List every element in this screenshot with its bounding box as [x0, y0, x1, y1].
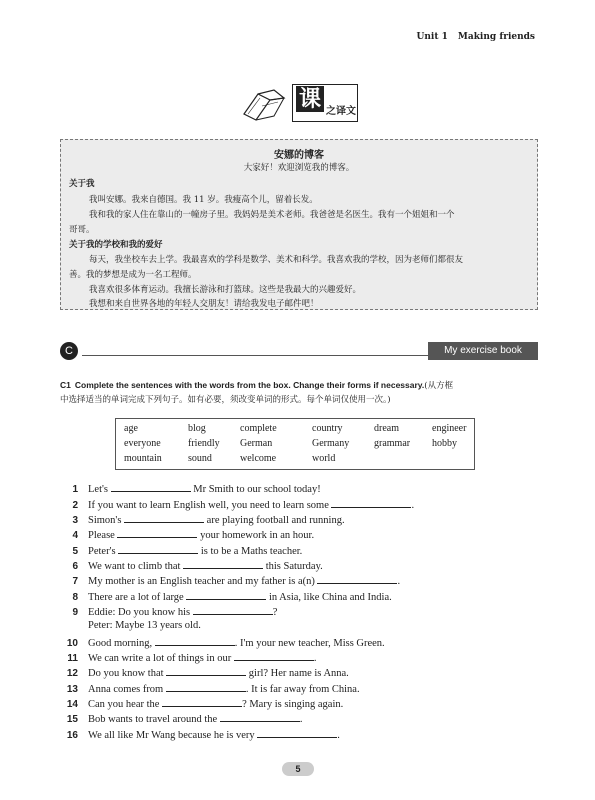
word-item: mountain: [124, 453, 162, 464]
question-row: 6 We want to climb that this Saturday.: [72, 561, 323, 572]
unit-title: Making friends: [457, 32, 535, 42]
word-item: grammar: [374, 438, 411, 449]
page-number: 5: [282, 762, 314, 776]
answer-blank[interactable]: [234, 651, 314, 661]
blog-line: 我喜欢很多体育运动。我擅长游泳和打篮球。这些是我最大的兴趣爱好。: [89, 285, 362, 295]
question-row: 7 My mother is an English teacher and my father is a(n) .: [72, 576, 401, 587]
unit-label: Unit 1: [416, 32, 448, 42]
blog-section-heading: 关于我的学校和我的爱好: [69, 240, 163, 250]
question-row: 10 Good morning, . I'm your new teacher, Miss Green.: [66, 638, 385, 649]
logo-big-char: 课: [296, 86, 324, 112]
question-row: 8 There are a lot of large in Asia, like China and India.: [72, 592, 392, 603]
word-box: [115, 418, 475, 470]
question-row: 12 Do you know that girl? Her name is Anna.: [66, 668, 349, 679]
question-row: Peter: Maybe 13 years old.: [88, 620, 201, 631]
translation-logo: [240, 82, 358, 122]
blog-line: 善。我的梦想是成为一名工程师。: [69, 270, 197, 280]
answer-blank[interactable]: [162, 697, 242, 707]
question-row: 9 Eddie: Do you know his ?: [72, 607, 278, 618]
question-row: 1 Let's Mr Smith to our school today!: [72, 484, 321, 495]
answer-blank[interactable]: [118, 544, 198, 554]
blog-greeting: 大家好！欢迎浏览我的博客。: [243, 163, 355, 173]
word-item: dream: [374, 423, 399, 434]
word-item: engineer: [432, 423, 467, 434]
answer-blank[interactable]: [220, 712, 300, 722]
word-item: world: [312, 453, 336, 464]
question-row: 5 Peter's is to be a Maths teacher.: [72, 546, 303, 557]
word-item: Germany: [312, 438, 350, 449]
blog-translation-box: [60, 139, 538, 310]
answer-blank[interactable]: [186, 590, 266, 600]
instruction-chinese: (从方框: [424, 381, 454, 391]
word-item: age: [124, 423, 138, 434]
logo-small-text: 之译文: [326, 106, 356, 117]
answer-blank[interactable]: [331, 498, 411, 508]
blog-line: 哥哥。: [69, 225, 95, 235]
blog-line: 我叫安娜。我来自德国。我 11 岁。我瘦高个儿，留着长发。: [89, 195, 318, 205]
answer-blank[interactable]: [166, 682, 246, 692]
page-header: [417, 32, 535, 42]
blog-line: 我和我的家人住在靠山的一幢房子里。我妈妈是美术老师。我爸爸是名医生。我有一个姐姐和一个: [89, 210, 455, 220]
question-row: 14 Can you hear the ? Mary is singing again.: [66, 699, 344, 710]
books-illustration-icon: [240, 84, 290, 122]
word-item: hobby: [432, 438, 457, 449]
answer-blank[interactable]: [155, 636, 235, 646]
word-item: complete: [240, 423, 277, 434]
divider: [82, 355, 452, 356]
exercise-instruction: [60, 378, 538, 407]
answer-blank[interactable]: [257, 728, 337, 738]
instruction-english: Complete the sentences with the words from the box. Change their forms if necessary.: [74, 380, 425, 390]
question-row: 11 We can write a lot of things in our .: [67, 653, 317, 664]
exercise-book-bar: [60, 342, 538, 360]
answer-blank[interactable]: [117, 528, 197, 538]
question-row: 13 Anna comes from . It is far away from China.: [66, 684, 360, 695]
instruction-chinese: 中选择适当的单词完成下列句子。如有必要，须改变单词的形式。每个单词仅使用一次。): [60, 395, 391, 405]
question-row: 15 Bob wants to travel around the .: [66, 714, 303, 725]
blog-line: 我想和来自世界各地的年轻人交朋友！请给我发电子邮件吧！: [89, 299, 319, 309]
exercise-number: C1: [60, 380, 71, 390]
word-item: blog: [188, 423, 206, 434]
question-row: 3 Simon's are playing football and running.: [72, 515, 345, 526]
blog-section-heading: 关于我: [69, 179, 95, 189]
answer-blank[interactable]: [166, 666, 246, 676]
answer-blank[interactable]: [193, 605, 273, 615]
word-item: German: [240, 438, 273, 449]
answer-blank[interactable]: [183, 559, 263, 569]
answer-blank[interactable]: [124, 513, 204, 523]
word-item: country: [312, 423, 343, 434]
word-item: friendly: [188, 438, 220, 449]
blog-title: 安娜的博客: [274, 150, 324, 161]
question-row: 2 If you want to learn English well, you need to learn some .: [72, 500, 415, 511]
word-item: welcome: [240, 453, 277, 464]
word-item: everyone: [124, 438, 161, 449]
exercise-book-tab: My exercise book: [428, 342, 538, 360]
answer-blank[interactable]: [111, 482, 191, 492]
word-item: sound: [188, 453, 212, 464]
question-row: 16 We all like Mr Wang because he is very .: [66, 730, 340, 741]
answer-blank[interactable]: [317, 574, 397, 584]
question-row: 4 Please your homework in an hour.: [72, 530, 315, 541]
blog-line: 每天，我坐校车去上学。我最喜欢的学科是数学、美术和科学。我喜欢我的学校，因为老师们都很友: [89, 255, 464, 265]
exercise-icon: C: [60, 342, 78, 360]
